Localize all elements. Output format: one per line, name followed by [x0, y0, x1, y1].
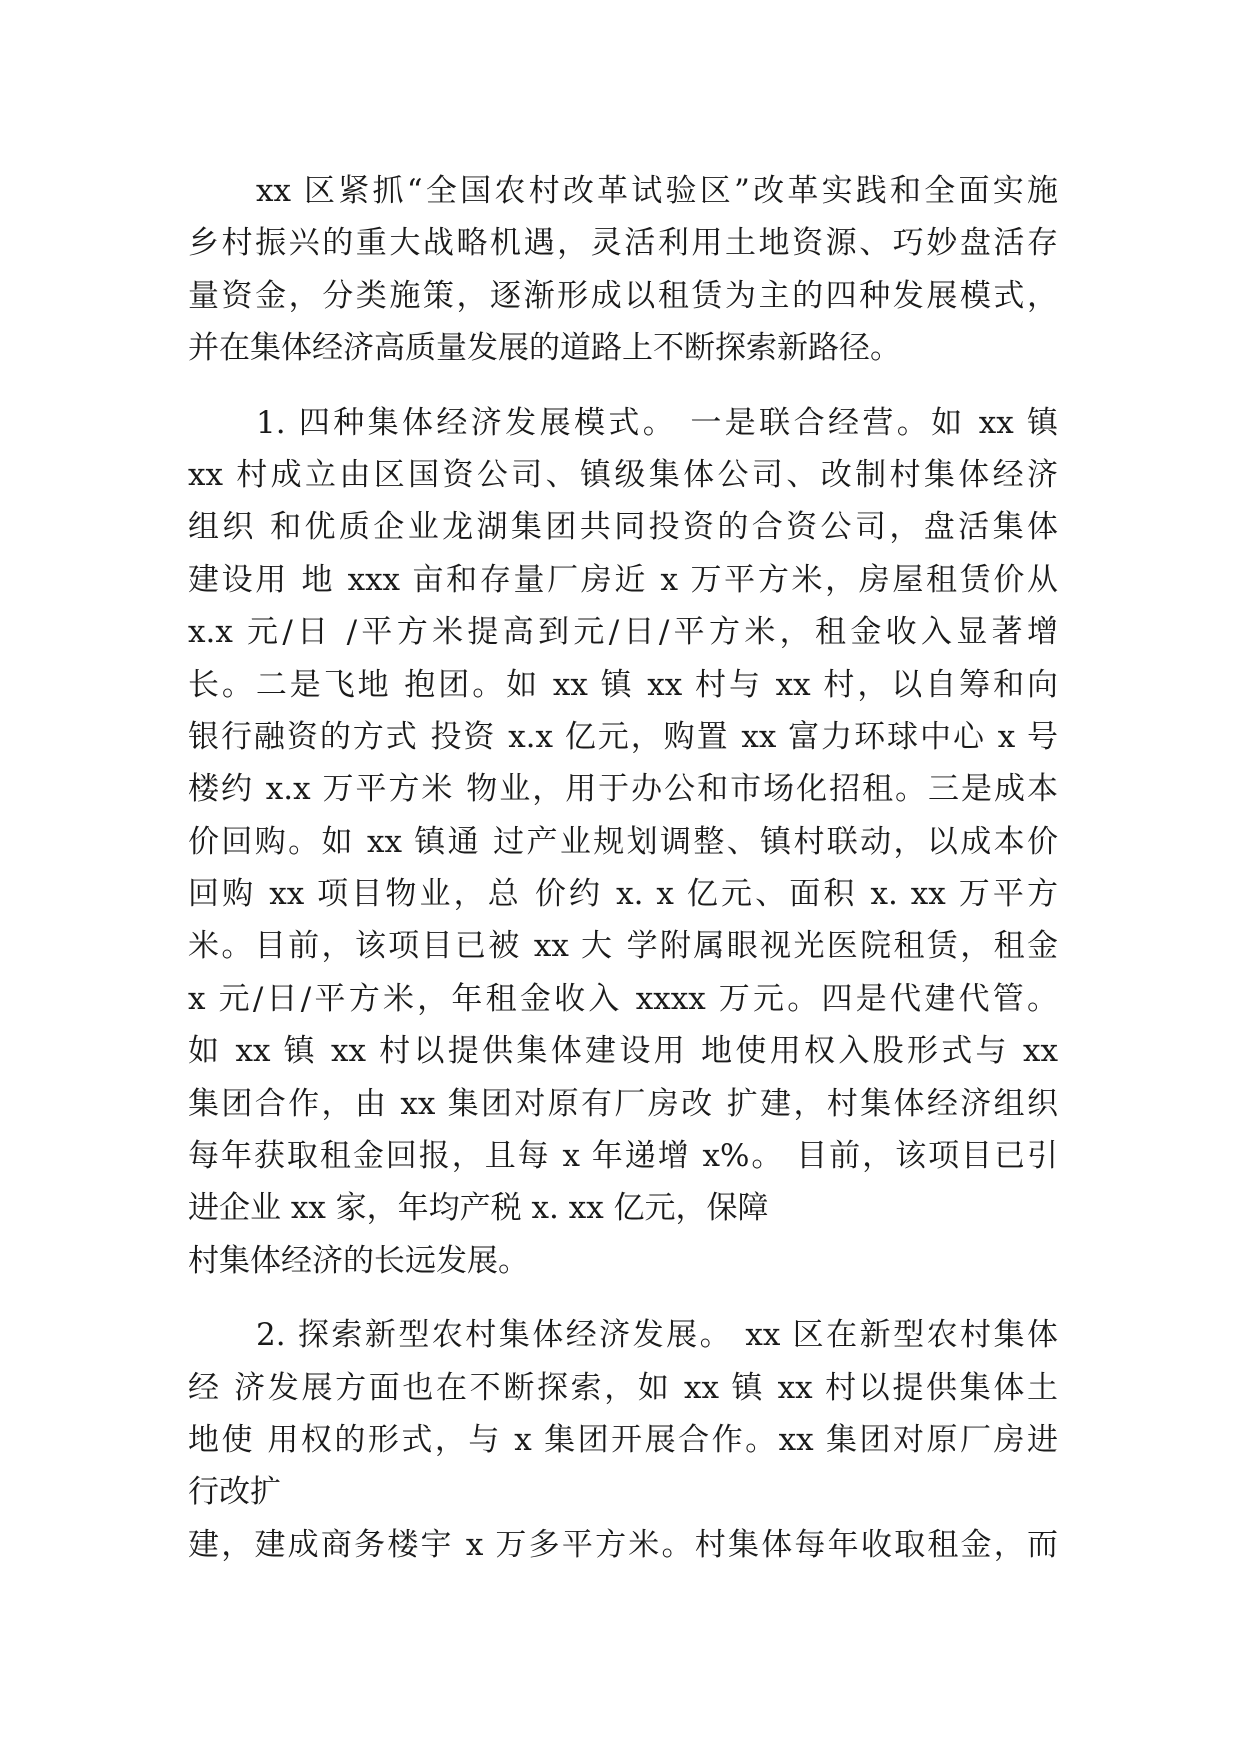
paragraph-2-line-15: 每年获取租金回报，且每 x 年递增 x%。 目前，该项目已引 [188, 1138, 1058, 1175]
paragraph-1-line-1: xx 区紧抓“全国农村改革试验区”改革实践和全面实施 [256, 173, 1058, 209]
paragraph-1-line-2: 乡村振兴的重大战略机遇，灵活利用土地资源、巧妙盘活存 [188, 225, 1058, 262]
paragraph-3-line-4: 行改扩 [188, 1474, 281, 1511]
paragraph-3-line-2: 经 济发展方面也在不断探索，如 xx 镇 xx 村以提供集体土 [188, 1369, 1058, 1406]
paragraph-1-line-3: 量资金，分类施策，逐渐形成以租赁为主的四种发展模式， [188, 277, 1058, 314]
paragraph-2-line-2: xx 村成立由区国资公司、镇级集体公司、改制村集体经济 [188, 456, 1058, 493]
paragraph-gap [188, 1287, 1058, 1309]
paragraph-2-line-11: 米。目前，该项目已被 xx 大 学附属眼视光医院租赁，租金 [188, 928, 1058, 965]
document-body [188, 165, 1058, 1571]
paragraph-2-line-13: 如 xx 镇 xx 村以提供集体建设用 地使用权入股形式与 xx [188, 1033, 1058, 1070]
paragraph-2-line-3: 组织 和优质企业龙湖集团共同投资的合资公司，盘活集体 [188, 509, 1058, 546]
paragraph-2-line-4: 建设用 地 xxx 亩和存量厂房近 x 万平方米，房屋租赁价从 [188, 561, 1058, 598]
paragraph-3-line-1: 2. 探索新型农村集体经济发展。 xx 区在新型农村集体 [256, 1317, 1058, 1354]
paragraph-2-line-10: 回购 xx 项目物业，总 价约 x. x 亿元、面积 x. xx 万平方 [188, 876, 1058, 913]
paragraph-gap [188, 375, 1058, 397]
paragraph-2-line-6: 长。二是飞地 抱团。如 xx 镇 xx 村与 xx 村，以自筹和向 [188, 666, 1058, 703]
paragraph-2-line-1: 1. 四种集体经济发展模式。 一是联合经营。如 xx 镇 [256, 404, 1058, 441]
paragraph-3-line-5: 建，建成商务楼宇 x 万多平方米。村集体每年收取租金，而 [188, 1526, 1058, 1563]
paragraph-3-line-3: 地使 用权的形式，与 x 集团开展合作。xx 集团对原厂房进 [188, 1421, 1058, 1458]
paragraph-2-line-12: x 元/日/平方米，年租金收入 xxxx 万元。四是代建代管。 [188, 980, 1058, 1017]
paragraph-2-line-17: 村集体经济的长远发展。 [188, 1242, 529, 1279]
paragraph-2-line-7: 银行融资的方式 投资 x.x 亿元，购置 xx 富力环球中心 x 号 [188, 718, 1058, 755]
paragraph-2-line-9: 价回购。如 xx 镇通 过产业规划调整、镇村联动，以成本价 [188, 823, 1058, 860]
paragraph-1-line-4: 并在集体经济高质量发展的道路上不断探索新路径。 [188, 330, 901, 367]
paragraph-2-line-16: 进企业 xx 家，年均产税 x. xx 亿元，保障 [188, 1190, 769, 1227]
paragraph-2-line-5: x.x 元/日 /平方米提高到元/日/平方米，租金收入显著增 [188, 614, 1058, 651]
paragraph-2-line-8: 楼约 x.x 万平方米 物业，用于办公和市场化招租。三是成本 [188, 771, 1058, 808]
paragraph-2-line-14: 集团合作，由 xx 集团对原有厂房改 扩建，村集体经济组织 [188, 1085, 1058, 1122]
